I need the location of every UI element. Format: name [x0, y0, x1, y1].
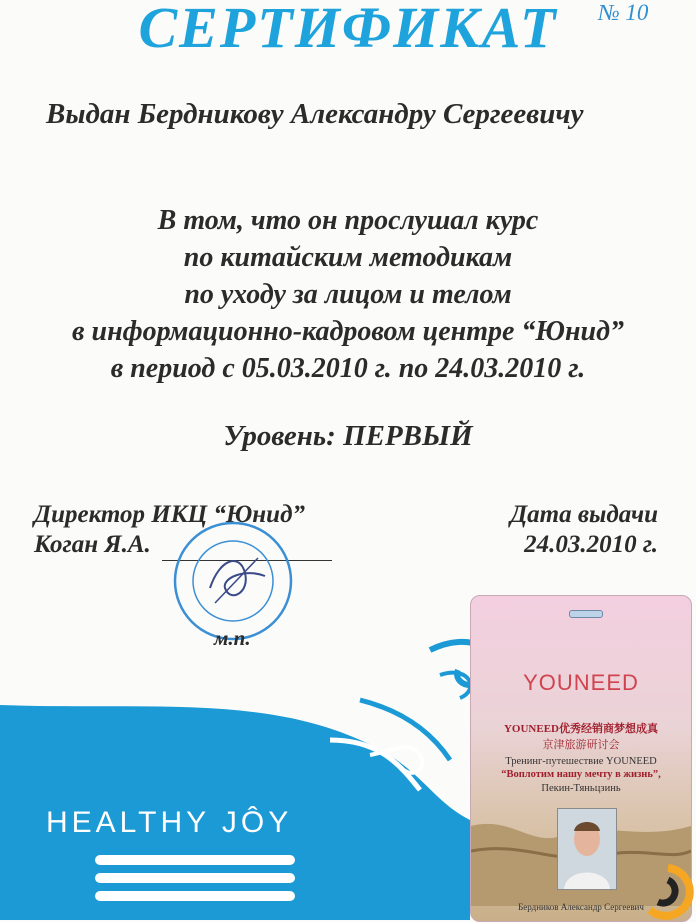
badge-line-cn1: YOUNEED优秀经销商梦想成真 [503, 723, 658, 735]
badge-line-cn2: 京津旅游研讨会 [542, 739, 620, 751]
certificate-number: № 10 [598, 0, 649, 25]
brand-logo: HEALTHY JÔY [46, 806, 293, 839]
seal-label: м.п. [214, 626, 251, 650]
certificate-title: СЕРТИФИКАТ [138, 0, 558, 60]
badge-line-ru3: Пекин-Тяньцзинь [541, 783, 621, 794]
watermark-logo [638, 860, 696, 920]
badge-logo: YOUNEED [523, 670, 639, 695]
badge-slot [569, 610, 603, 618]
issued-to: Выдан Бердникову Александру Сергеевичу [46, 98, 584, 130]
director-name: Коган Я.А. [34, 531, 151, 558]
issue-date-block [0, 500, 658, 560]
body-line: в информационно-кадровом центре “Юнид” [72, 316, 624, 347]
body-line: В том, что он прослушал курс [157, 205, 539, 236]
badge-owner: Бердников Александр Сергеевич [518, 902, 644, 912]
director-title: Директор ИКЦ “Юнид” [34, 501, 305, 528]
certificate-body [0, 202, 696, 387]
badge-line-ru1: Тренинг-путешествие YOUNEED [505, 756, 657, 767]
badge-line-ru2: “Воплотим нашу мечту в жизнь”, [501, 769, 661, 780]
level: Уровень: ПЕРВЫЙ [223, 420, 473, 452]
body-line: по уходу за лицом и телом [184, 279, 512, 310]
badge-photo [557, 808, 617, 890]
issue-date-label: Дата выдачи [510, 501, 658, 528]
body-line: по китайским методикам [183, 242, 513, 273]
body-line: в период с 05.03.2010 г. по 24.03.2010 г. [110, 353, 586, 384]
issue-date: 24.03.2010 г. [524, 531, 658, 558]
